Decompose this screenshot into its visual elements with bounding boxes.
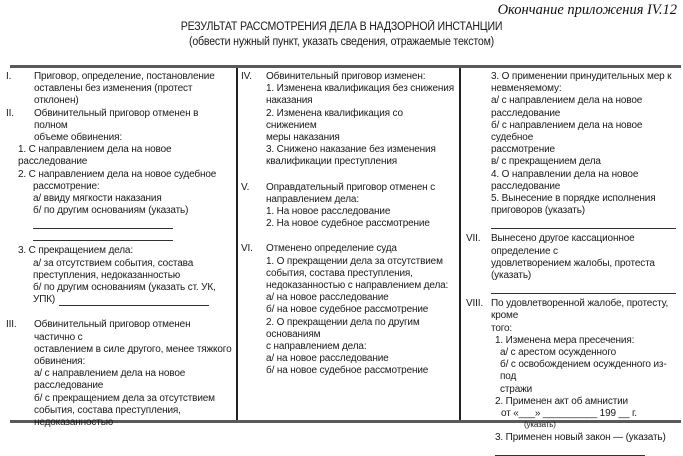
section-text: б/ на новое судебное рассмотрение	[266, 365, 429, 377]
fill-in-hint: (указать)	[524, 420, 556, 430]
section-text: расследование	[34, 380, 104, 392]
section-text: а/ на новое расследование	[266, 353, 389, 365]
section-text: а/ на новое расследование	[266, 292, 389, 304]
section-text: Оправдательный приговор отменен с	[266, 181, 435, 193]
page-subtitle: (обвести нужный пункт, указать сведения, отражаемые текстом)	[188, 36, 495, 48]
section-5	[241, 182, 455, 231]
section-text: события, состава преступления,	[34, 404, 181, 416]
list-item-text: УПК)	[33, 294, 56, 306]
column-1	[6, 71, 232, 429]
section-text: 5. Вынесение в порядке исполнения	[491, 193, 656, 205]
fill-in-line[interactable]	[59, 296, 209, 306]
section-text: стражи	[500, 383, 533, 395]
section-text: оставлены без изменения (протест отклонен)	[34, 83, 193, 107]
section-text: объеме обвинения:	[34, 132, 123, 144]
section-text: 2. На новое судебное рассмотрение	[266, 218, 430, 230]
section-text: рассмотрение	[491, 144, 555, 156]
section-text: б/ с направлением дела на новое судебное	[491, 119, 643, 144]
section-text: недоказанностью	[34, 417, 114, 429]
date-fill-in[interactable]: от «___» __________ 199 __ г.	[501, 408, 637, 420]
list-item: преступления, недоказанностью	[33, 269, 181, 281]
section-number: VII.	[466, 233, 481, 245]
section-text: Обвинительный приговор изменен:	[266, 71, 426, 82]
section-1	[6, 71, 232, 108]
section-text: оставлением в силе другого, менее тяжкого	[34, 343, 232, 355]
section-text: в/ с прекращением дела	[491, 156, 601, 168]
column-divider-2	[459, 68, 461, 420]
section-text: Обвинительный приговор отменен в полном	[34, 107, 199, 131]
list-item: 2. С направлением дела на новое судебное	[18, 168, 217, 180]
section-6-continued	[466, 71, 680, 217]
section-text: б/ с прекращением дела за отсутствием	[34, 392, 215, 404]
section-text: удовлетворением жалобы, протеста (указать)	[491, 257, 655, 282]
section-text: приговоров (указать)	[491, 205, 585, 217]
section-text: наказания	[266, 95, 313, 107]
section-text: 3. Снижено наказание без изменения	[266, 144, 436, 156]
section-text: 3. Применен новый закон — (указать)	[495, 432, 666, 444]
list-item	[6, 294, 232, 306]
section-text: 1. Изменена квалификация без снижения	[266, 83, 454, 95]
section-2	[6, 108, 232, 145]
list-item: рассмотрение:	[33, 180, 100, 192]
table-top-border	[10, 65, 681, 68]
section-number: III.	[6, 319, 17, 331]
section-text: 1. О прекращении дела за отсутствием	[266, 255, 443, 267]
section-text: 2. Применен акт об амнистии	[495, 395, 628, 407]
list-item: б/ по другим основаниям (указать ст. УК,	[33, 282, 216, 294]
section-text: б/ на новое судебное рассмотрение	[266, 304, 429, 316]
section-text: направлением дела:	[266, 193, 359, 205]
section-number: V.	[241, 181, 250, 193]
fill-in-line[interactable]	[491, 217, 676, 229]
section-text: недоказанностью с направлением дела:	[266, 280, 449, 292]
section-text: расследование	[491, 107, 561, 119]
section-3	[6, 319, 232, 429]
section-text: с направлением дела:	[266, 341, 367, 353]
section-text: невменяемому:	[491, 83, 562, 95]
list-item: 3. С прекращением дела:	[18, 245, 133, 257]
fill-in-line[interactable]	[33, 229, 173, 241]
section-text: а/ с направлением дела на новое	[34, 368, 186, 380]
section-number: IV.	[241, 71, 252, 82]
section-text: 4. О направлении дела на новое	[491, 168, 639, 180]
section-text: события, состава преступления,	[266, 267, 413, 279]
section-4	[241, 71, 455, 169]
appendix-label: Окончание приложения IV.12	[497, 2, 677, 18]
fill-in-line[interactable]	[495, 444, 645, 456]
section-text: Обвинительный приговор отменен частично с	[34, 319, 191, 343]
section-text: По удовлетворенной жалобе, протесту, кроме	[491, 298, 669, 322]
section-text: 3. О применении принудительных мер к	[491, 71, 672, 82]
section-text: 1. Изменена мера пресечения:	[495, 334, 635, 346]
page-title: РЕЗУЛЬТАТ РАССМОТРЕНИЯ ДЕЛА В НАДЗОРНОЙ ИНСТАНЦИИ	[180, 21, 503, 33]
list-item: а/ за отсутствием события, состава	[33, 257, 194, 269]
column-2	[241, 71, 455, 378]
section-text: квалификации преступления	[266, 156, 398, 168]
section-text: а/ с направлением дела на новое	[491, 95, 643, 107]
section-number: VIII.	[466, 298, 484, 310]
section-text: 2. О прекращении дела по другим основаниям	[266, 316, 420, 340]
section-number: VI.	[241, 243, 253, 255]
section-text: Вынесено другое кассационное определение с	[491, 233, 635, 257]
section-text: а/ с арестом осужденного	[500, 347, 617, 359]
section-text: обвинения:	[34, 356, 86, 368]
section-text: того:	[491, 322, 513, 334]
section-text: Приговор, определение, постановление	[34, 71, 215, 82]
section-text: 1. На новое расследование	[266, 206, 391, 218]
column-3	[466, 71, 680, 456]
section-text: Отменено определение суда	[266, 243, 397, 255]
list-item: а/ ввиду мягкости наказания	[33, 193, 162, 205]
fill-in-line[interactable]	[33, 217, 173, 229]
section-7	[466, 233, 680, 282]
section-text: 2. Изменена квалификация со снижением	[266, 107, 403, 131]
section-text: меры наказания	[266, 132, 340, 144]
section-number: II.	[6, 107, 14, 119]
fill-in-line[interactable]	[491, 282, 676, 294]
list-item: б/ по другим основаниям (указать)	[33, 205, 189, 217]
column-divider-1	[236, 68, 238, 420]
section-6	[241, 243, 455, 377]
section-number: I.	[6, 71, 12, 82]
section-8	[466, 298, 680, 456]
section-text: б/ с освобождением осужденного из-под	[500, 359, 667, 383]
section-text: расследование	[491, 180, 561, 192]
list-item: 1. С направлением дела на новое расследование	[18, 144, 172, 168]
